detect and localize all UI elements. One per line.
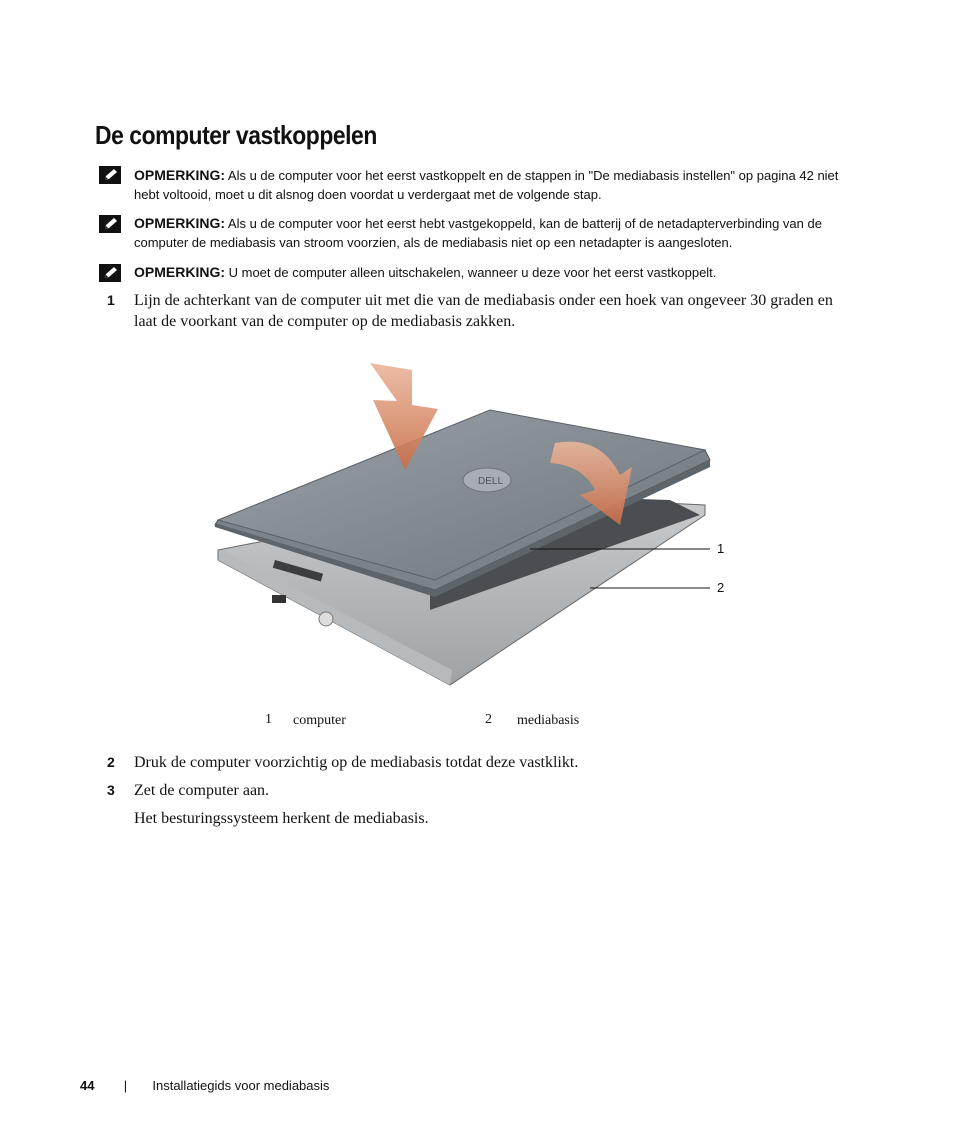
note-label: OPMERKING: xyxy=(134,264,225,280)
legend-label-2: mediabasis xyxy=(517,713,580,728)
note-pencil-icon xyxy=(99,264,121,282)
step-text: Druk de computer voorzichtig op de mediabasis totdat deze vastklikt. xyxy=(134,754,579,771)
callout-1: 1 xyxy=(717,541,725,556)
step-text: Zet de computer aan. xyxy=(134,782,270,799)
note-text: Als u de computer voor het eerst vastkoppelt en de stappen in "De mediabasis instellen" op pagina 42 niet hebt voltooid, moet u dit alsnog doen voordat u verdergaat met de volgende stap. xyxy=(134,168,839,202)
note-text: Als u de computer voor het eerst hebt vastgekoppeld, kan de batterij of de netadapterverbinding van de computer de mediabasis van stroom voorzien, als de mediabasis niet op een netadapter is aangesloten. xyxy=(134,216,822,250)
step-number: 3 xyxy=(107,782,115,798)
footer-doc-title: Installatiegids voor mediabasis xyxy=(152,1078,330,1093)
dell-logo: DELL xyxy=(478,476,504,487)
page-title: De computer vastkoppelen xyxy=(95,120,377,150)
callout-2: 2 xyxy=(717,580,725,595)
note-label: OPMERKING: xyxy=(134,167,225,183)
docking-illustration xyxy=(200,355,760,690)
legend-label-1: computer xyxy=(293,713,346,728)
note-2 xyxy=(134,214,854,252)
note-1 xyxy=(134,166,854,204)
footer xyxy=(80,1078,329,1093)
step-followup-text: Het besturingssysteem herkent de mediabasis. xyxy=(134,810,429,827)
legend-num-1: 1 xyxy=(265,712,272,727)
step-number: 2 xyxy=(107,754,115,770)
step-text: Lijn de achterkant van de computer uit met die van de mediabasis onder een hoek van ongeveer 30 graden en laat de voorkant van de computer op de mediabasis zakken. xyxy=(134,292,833,330)
page-number: 44 xyxy=(80,1078,95,1093)
note-pencil-icon xyxy=(99,166,121,184)
legend-num-2: 2 xyxy=(485,712,492,727)
step-number: 1 xyxy=(107,292,115,308)
note-text: U moet de computer alleen uitschakelen, wanneer u deze voor het eerst vastkoppelt. xyxy=(228,265,717,280)
footer-separator: | xyxy=(123,1078,128,1093)
note-pencil-icon xyxy=(99,215,121,233)
note-label: OPMERKING: xyxy=(134,215,225,231)
note-3 xyxy=(134,263,854,282)
